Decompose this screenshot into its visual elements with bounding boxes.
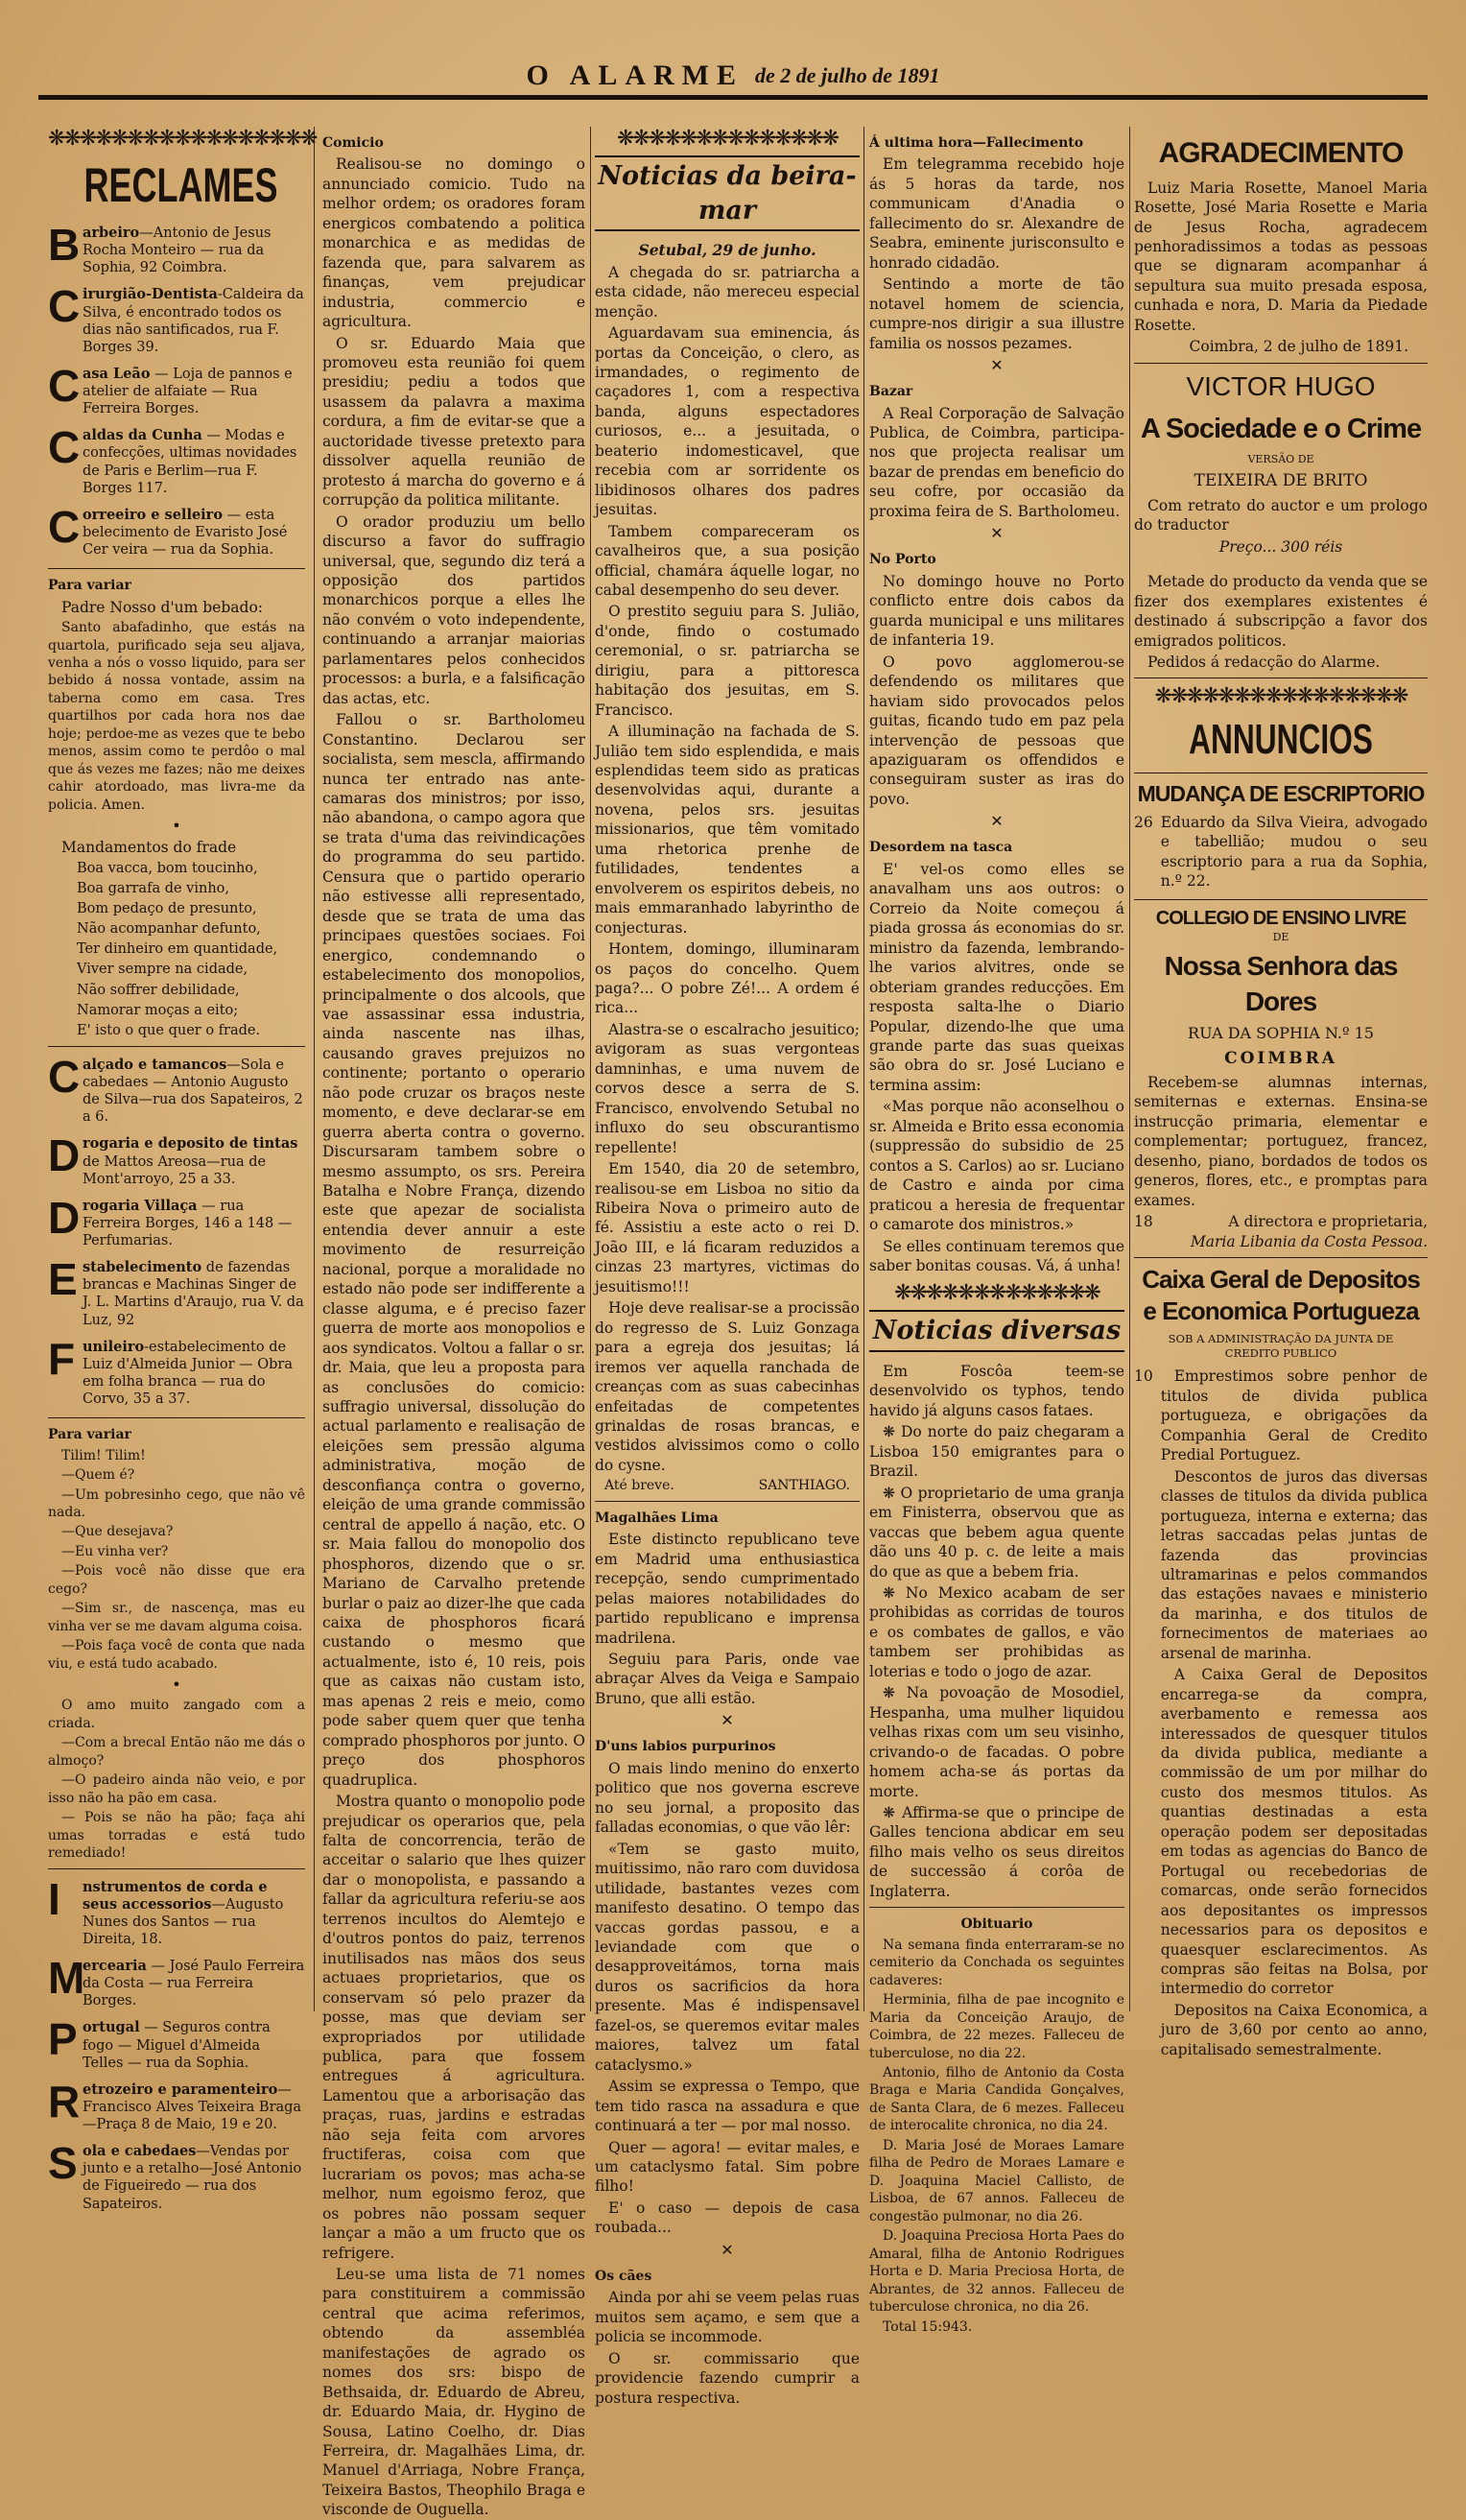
ad-number: 10 [1134,1367,1153,1386]
mudanca-title: MUDANÇA DE ESCRIPTORIO [1137,781,1425,807]
paragraph: O orador produziu um bello discurso a favor do suffragio universal, que, segundo diz terá a opposição dos partidos monarchicos porque a elles lhe não convém o voto independente, continuando a arranjar maiorias parlamentares pelos conhecidos processos: a burla, e a falsificação das actas, etc. [322,512,585,707]
paragraph: ❋ O proprietario de uma granja em Finisterra, observou que as vaccas que bebem agua quente dão uns 40 p. c. de leite a mais do que as que a bebem fria. [869,1484,1124,1581]
paragraph: D. Maria José de Moraes Lamare filha de Pedro de Moraes Lamare e D. Joaquina Maciel Callisto, de Lisboa, de 67 annos. Falleceu de congestão pulmonar, no dia 26. [869,2137,1124,2224]
paragraph: Alastra-se o escalracho jesuitico; avigoram as suas vergonteas damninhas, e uma nuvem de corvos desce a serra de S. Francisco, envolvendo Setubal no influxo do seu obscurantismo repellente! [595,1020,860,1156]
verse-line: Namorar moças a eito; [77,1002,239,1018]
paragraph: Em telegramma recebido hoje ás 5 horas da tarde, nos communicam d'Anadia o fallecimento do sr. Alexandre de Seabra, eminente jurisconsulto e honrado cidadão. [869,155,1124,272]
ad-initial: C [48,360,81,411]
padre-nosso-text: Santo abafadinho, que estás na quartola, purificado seja seu aljava, venha a nós o vosso liquido, para ser bebido á nossa vontade, assim na taberna como em casa. Tres quartilhos por cada hora nos dae hoje; perdoe-me as vezes que te bebo menos, assim como te perdôo o mal que ás vezes me fazes; não me deixes cahir atordoado, mas livra-me da policia. Amen. [48,620,305,813]
verse-line: Não soffrer debilidade, [77,982,240,998]
paragraph: Tambem compareceram os cavalheiros que, a sua posição official, chamára áquelle logar, no cabal desempenho do seu dever. [595,522,860,599]
paragraph: Ainda por ahi se veem pelas ruas muitos sem açamo, e sem que a policia se incommode. [595,2289,860,2346]
paragraph: Quer — agora! — evitar males, e um cataclysmo fatal. Sim pobre filho! [595,2138,860,2196]
caes-heading: Os cães [595,2268,652,2284]
ad-text: -Caldeira da Silva, é encontrado todos os dias não santificados, rua F. Borges 39. [83,287,304,355]
joke-line: —O padeiro ainda não veio, e por isso não ha pão em casa. [48,1772,305,1806]
dateline: Setubal, 29 de junho. [638,241,816,260]
verse-line: E' isto o que quer o frade. [77,1022,261,1038]
verse-line: Viver sempre na cidade, [77,962,248,978]
collegio-title: COLLEGIO DE ENSINO LIVRE [1155,907,1407,929]
ad-head: alçado e tamancos [83,1056,227,1073]
reclame-ad [48,501,305,559]
paragraph: Em Foscôa teem-se desenvolvido os typhos, tendo havido já alguns casos fataes. [869,1363,1124,1419]
padre-nosso-title: Padre Nosso d'um bebado: [61,598,263,616]
ornament-stars: ❋❋❋❋❋❋❋❋❋❋❋❋❋❋ [616,127,839,151]
joke-line: Tilim! Tilim! [61,1447,146,1463]
paragraph: Hontem, domingo, illuminaram os paços do concelho. Quem paga?... O pobre Zé!... A ordem é rica... [595,940,860,1017]
reclame-ad [48,220,305,276]
joke-line: —Um pobresinho cego, que não vê nada. [48,1486,305,1521]
paragraph: ❋ No Mexico acabam de ser prohibidas as corridas de touros e os combates de gallos, e vão tambem ser prohibidas as loterias e todo o jogo de azar. [869,1584,1124,1680]
ad-head: ortugal [83,2019,140,2036]
ad-initial: S [48,2138,78,2189]
paragraph: O prestito seguiu para S. Julião, d'onde, findo o costumado ceremonial, o sr. patriarcha se dirigiu, para a pittoresca habitação dos jesuitas, em S. Francisco. [595,603,860,719]
ad-head: arbeiro [83,225,140,241]
ad-head: unileiro [83,1338,145,1355]
mandamentos-title: Mandamentos do frade [61,839,237,857]
paragraph: O sr. commissario que providencie fazendo cumprir a postura respectiva. [595,2349,860,2407]
reclame-ad [48,2138,305,2213]
paragraph: Realisou-se no domingo o annunciado comicio. Tudo na melhor ordem; os oradores foram energicos combatendo a politica monarchica e as medidas de fazenda que, para salvarem as finanças, vem prejudicar industria, commercio e agricultura. [322,155,585,331]
reclame-ad [48,1333,305,1409]
paragraph: E' vel-os como elles se anavalham uns aos outros: o Correio da Noite começou á piada grossa ás economias do sr. ministro da fazenda, lembrando-lhe varios alvitres, onde se obteriam grandes reducções. Em resposta salta-lhe o Diario Popular, dizendo-lhe que uma grande parte das suas queixas são obra do sr. José Luciano e termina assim: [869,860,1124,1094]
ad-text: — Loja de pannos e atelier de alfaiate — Rua Ferreira Borges. [83,366,293,417]
joke-line: —Que desejava? [61,1524,174,1540]
column-rule [590,127,591,2011]
retrato-text: Com retrato do auctor e um prologo do traductor [1134,496,1428,535]
column-annuncios [1134,127,1428,2058]
ad-text: — Modas e confecções, ultimas novidades de Paris e Berlim—rua F. Borges 117. [83,428,297,496]
ad-text: —Sola e cabedaes — Antonio Augusto de Silva—rua dos Sapateiros, 2 a 6. [83,1057,303,1126]
paragraph: Fallou o sr. Bartholomeu Constantino. Declarou ser socialista, sem mescla, affirmando nunca ter entrado nas ante-camaras dos ministros; por isso, não abandona, o campo agora que se trata d'uma das reivindicações do programma do seu partido. Censura que o partido operario não estivesse alli representado, desde que se trata de uma das principaes questões sociaes. Foi energico, condemnando o estabelecimento dos monopolios, principalmente o dos alcools, que vae assassinar essa industria, ainda nascente nas ilhas, causando graves prejuizos no continente; portanto o operario não pode cruzar os braços neste momento, e deve declarar-se em guerra aberta contra o governo. Discursaram tambem sobre o mesmo assumpto, os srs. Pereira Batalha e Nobre França, dizendo este que apezar de socialista entendia dever annuir a este movimento de resurreição nacional, porque a moralidade no estado não pode ser indifferente a classe alguma, e é preciso fazer guerra de morte aos monopolios e aos syndicatos. Voltou a fallar o sr. dr. Maia, que leu a proposta para as conclusões do comicio: suffragio universal, dissolução do actual parlamento e realisação de eleições sem pressão alguma administrativa, moção de desconfiança contra o governo, eleição de uma grande commissão central de appello á nação, etc. O sr. Maia fallou do monopolio dos phosphoros, dizendo que o sr. Mariano de Carvalho pretende burlar o paiz ao dizer-lhe que cada caixa de phosphoros ficará custando o mesmo que actualmente, isto é, 10 reis, pois que as caixas não custam isto, mas apenas 2 reis e meio, como pode saber quem quer que tenha comprado phosphoros por junto. O preço dos phosphoros quadruplica. [322,711,585,1789]
ad-initial: P [48,2014,78,2065]
joke-line: — Pois se não ha pão; faça ahi umas torradas e está tudo remediado! [48,1810,305,1862]
joke-line: O amo muito zangado com a criada. [48,1698,305,1731]
column-noticias: Á ultima hora—Fallecimento Em telegramma recebido hoje ás 5 horas da tarde, nos communicam d'Anadia o fallecimento do sr. Alexandre de Seabra, eminente jurisconsulto e honrado cidadão. Sentindo a morte de tão notavel homem de sciencia, cumpre-nos dirigir a sua illustre familia os nossos pezames. ✕ Bazar A Real Corporação de Salvação Publica, de Coimbra, participa-nos que projecta realisar um bazar de prendas em beneficio do seu cofre, por occasião da proxima feira de S. Bartholomeu. ✕ No Porto No domingo houve no Porto conflicto entre dois cabos da guarda municipal e uns militares de infanteria 19. O povo agglomerou-se defendendo os militares que haviam sido provocados pelos guitas, ficando tudo em paz pela intervenção de pessoas que apaziguaram os offendidos e conseguiram suster as iras do povo. ✕ Desordem na tasca E' vel-os como elles se anavalham uns aos outros: o Correio da Noite começou á piada grossa ás economias do sr. ministro da fazenda, lembrando-lhe varios alvitres, onde se obteriam grandes reducções. Em resposta salta-lhe o Diario Popular, dizendo-lhe que uma grande parte das suas queixas são obra do sr. José Luciano e termina assim: «Mas porque não aconselhou o sr. Almeida e Brito essa economia (suppressão do subsidio de 25 contos a S. Carlos) ao sr. Luciano de Castro e ainda por cima praticou a heresia de frequentar o camarote dos ministros.» Se elles continuam teremos que saber bonitas cousas. Vá, á unha! ❋❋❋❋❋❋❋❋❋❋❋❋❋ Noticias diversas Em Foscôa teem-se desenvolvido os typhos, tendo havido já alguns casos fataes. ❋ Do norte do paiz chegaram a Lisboa 150 emigrantes para o Brazil. ❋ O proprietario de uma granja em Finisterra, observou que as vaccas que bebem agua quente dão uns 40 p. c. de leite a mais do que as que a bebem fria. ❋ No Mexico acabam de ser prohibidas as corridas de touros e os combates de gallos, e vão tambem ser prohibidas as loterias e todo o jogo de azar. ❋ Na povoação de Mosodiel, Hespanha, uma mulher liquidou velhas rixas com um seu visinho, crivando-o de facadas. O pobre homem acha-se ás portas da morte. ❋ Affirma-se que o principe de Galles tenciona abdicar em seu filho mais velho os seus direitos de successão á corôa de Inglaterra. Obituario Na semana finda enterraram-se no cemiterio da Conchada os seguintes cadaveres: Herminia, filha de pae incognito e Maria da Conceição Araujo, de Coimbra, de 22 mezes. Falleceu de tuberculose, no dia 22. Antonio, filho de Antonio da Costa Braga e Maria Candida Gonçalves, de Santa Clara, de 6 mezes. Falleceu de interocalite chronica, no dia 24. D. Maria José de Moraes Lamare filha de Pedro de Moraes Lamare e D. Joaquina Maciel Callisto, de Lisboa, de 67 annos. Falleceu de congestão pulmonar, no dia 26. D. Joaquina Preciosa Horta Paes do Amaral, filha de Antonio Rodrigues Horta e D. Maria Preciosa Horta, de Abrantes, de 32 annos. Falleceu de tuberculose chronica, no dia 26. Total 15:943. [869,135,1124,2335]
paragraph: O povo agglomerou-se defendendo os militares que haviam sido provocados pelos guitas, ficando tudo em paz pela intervenção de pessoas que apaziguaram os offendidos e conseguiram suster as iras do povo. [869,653,1124,808]
ad-head: orreeiro e selleiro [83,506,223,523]
tasca-heading: Desordem na tasca [869,840,1013,856]
collegio-name: Nossa Senhora das Dores [1164,950,1398,1016]
ad-head: rogaria e deposito de tintas [83,1135,298,1153]
victor-hugo: VICTOR HUGO [1186,370,1376,401]
paragraph: A Caixa Geral de Depositos encarrega-se da compra, averbamento e remessa aos interessados de quesquer titulos da divida publica, mediante a commissão de um por milhar do custo dos mesmos titulos. As quantias destinadas a esta operação podem ser depositadas em todas as agencias do Banco de Portugal ou recebedorias de comarcas, onde serão fornecidos aos depositantes os impressos necessarios para os depositos e quaesquer esclarecimentos. As compras são feitas na Bolsa, por intermedio do corretor [1160,1666,1428,1998]
ad-text: — rua Ferreira Borges, 146 a 148 — Perfumarias. [83,1198,293,1249]
ad-number: 18 [1134,1213,1153,1231]
reclame-ad [48,2076,305,2133]
joke-line: —Pois você não disse que era cego? [48,1563,305,1597]
collegio-rua: RUA DA SOPHIA N.º 15 [1188,1024,1374,1043]
paragraph: «Tem se gasto muito, muitissimo, não raro com duvidosa utilidade, bastantes vezes com manifesto desatino. O tempo das vaccas gordas passou, e a leviandade com que o desapproveitámos, torna mais duros os sacrificios da hora presente. Mas é indispensavel fazel-os, se queremos evitar males maiores, talvez um fatal cataclysmo.» [595,1840,860,2074]
verse-line: Boa vacca, bom toucinho, [77,860,258,876]
reclame-ad [48,1254,305,1329]
reclame-ad [48,281,305,356]
ad-initial: E [48,1254,78,1305]
ad-text: — José Paulo Ferreira da Costa — rua Ferreira Borges. [83,1959,305,2009]
paragraph: Mostra quanto o monopolio pode prejudicar os operarios que, pela falta de concorrencia, terão de acceitar o salario que lhes quizer dar o monopolista, e passando a fallar da agricultura referiu-se aos terrenos incultos do Alemtejo e d'outros pontos do paiz, terrenos inutilisados nas mãos dos seus actuaes proprietarios, que os conservam só pelo prazer da posse, mas que deviam ser expropriados por utilidade publica, para que fossem entregues á agricultura. Lamentou que a arborisação das praças, ruas, jardins e estradas não seja feita com arvores fructiferas, coisa com que lucrariam os povos; mas acha-se melhor, num egoismo feroz, que os pobres não possam sequer lançar a mão a um fructo que os refrigere. [322,1793,585,2262]
magalhaes-heading: Magalhães Lima [595,1510,719,1526]
ad-initial: D [48,1130,81,1181]
ad-head: ola e cabedaes [83,2143,197,2160]
reclame-ad [48,2014,305,2071]
paragraph: Em 1540, dia 20 de setembro, realisou-se em Lisboa no sitio da Ribeira Nova o primeiro auto de fé. Assistiu a este acto o rei D. João III, e lá ficaram reduzidos a cinzas 23 martyres, victimas do jesuitismo!!! [595,1160,860,1296]
agradecimento-sign: Coimbra, 2 de julho de 1891. [1189,338,1408,356]
obituario-heading: Obituario [960,1916,1033,1933]
column-rule [1129,127,1130,2011]
column-comicio [322,127,585,2519]
paragraph: Depositos na Caixa Economica, a juro de 3,60 por cento ao anno, capitalisado semestralmente. [1160,2001,1428,2058]
joke-line: —Quem é? [61,1467,135,1484]
ad-initial: M [48,1953,85,2004]
ad-head: ercearia [83,1958,147,1975]
annuncios-title: ANNUNCIOS [1189,716,1373,764]
metade-text: Metade do producto da venda que se fizer dos exemplares existentes é destinado á subscripção a favor dos emigrados politicos. [1134,573,1428,650]
paragraph: Assim se expressa o Tempo, que tem tido rasca na assadura e que continuará a ter — por mal nosso. [595,2078,860,2135]
joke-line: —Sim sr., de nascença, mas eu vinha ver se me davam alguma coisa. [48,1601,305,1634]
paragraph: Antonio, filho de Antonio da Costa Braga e Maria Candida Gonçalves, de Santa Clara, de 6 mezes. Falleceu de interocalite chronica, no dia 24. [869,2065,1124,2134]
paragraph: Descontos de juros das diversas classes de titulos da divida publica portugueza, interna e externa; das letras saccadas pelas juntas de fazenda das provincias ultramarinas e pelos commandos das estações navaes e ministerio da marinha, e dos titulos de fornecimentos de materiaes ao arsenal de marinha. [1160,1467,1428,1662]
ad-initial: C [48,422,81,473]
comicio-heading: Comicio [322,135,384,151]
ad-head: asa Leão [83,365,151,382]
ad-head: irurgião-Dentista [83,286,218,303]
paragraph: Aguardavam sua eminencia, ás portas da Conceição, o clero, as irmandades, o regimento de caçadores 1, com a respectiva banda, alguns espectadores curiosos, e... a jesuitada, o beaterio indomesticavel, que recebia com ar sorridente os libidinosos olhares dos padres jesuitas. [595,324,860,519]
paragraph: ❋ Na povoação de Mosodiel, Hespanha, uma mulher liquidou velhas rixas com um seu visinho, crivando-o de facadas. O pobre homem acha-se ás portas da morte. [869,1684,1124,1800]
reclame-ad [48,1192,305,1249]
ornament-stars: ❋❋❋❋❋❋❋❋❋❋❋❋❋❋❋❋ [1154,684,1407,709]
ad-initial: C [48,281,81,332]
paragraph: Este distincto republicano teve em Madrid uma enthusiastica recepção, sendo cumprimentado pelas maiores notabilidades do partido republicano e imprensa madrilena. [595,1531,860,1647]
paragraph: A chegada do sr. patriarcha a esta cidade, não mereceu especial menção. [595,263,860,321]
paragraph: Hoje deve realisar-se a procissão do regresso de S. Luiz Gonzaga para a egreja dos jesuitas; lá iremos ver aquella ranchada de creanças com as suas cabecinhas enfeitadas de competentes grinaldas de rosas brancas, e vestidos alvissimos como o collo do cysne. [595,1299,860,1474]
para-variar-heading-2: Para variar [48,1427,131,1443]
ad-head: rogaria Villaça [83,1197,198,1214]
reclame-ad [48,422,305,497]
collegio-city: COIMBRA [1224,1048,1337,1068]
collegio-sign2: Maria Libania da Costa Pessoa. [1190,1232,1428,1250]
ad-head: stabelecimento [83,1259,202,1276]
masthead-title: O ALARME [526,59,744,91]
collegio-de: DE [1272,931,1289,944]
ultima-hora-heading: Á ultima hora—Fallecimento [869,135,1084,151]
joke-line: —Pois faça você de conta que nada viu, e está tudo acabado. [48,1638,305,1672]
verse-line: Ter dinheiro em quantidade, [77,941,278,958]
paragraph: Seguiu para Paris, onde vae abraçar Alves da Veiga e Sampaio Bruno, que alli estão. [595,1651,860,1707]
ad-initial: D [48,1192,81,1243]
ad-text: —Vendas por junto e a retalho—José Antonio de Figueiredo — rua dos Sapateiros. [83,2144,302,2212]
preco: Preço... 300 réis [1218,537,1343,556]
sociedade-crime: A Sociedade e o Crime [1140,413,1422,444]
collegio-text: Recebem-se alumnas internas, semiternas e externas. Ensina-se instrucção primaria, elementar e complementar; portuguez, francez, desenho, piano, bordados de todos os generos, flores, etc., e promptas para exames. [1134,1074,1428,1209]
ad-text: —Antonio de Jesus Rocha Monteiro — rua da Sophia, 92 Coimbra. [83,226,272,276]
ad-text: de fazendas brancas e Machinas Singer de J. L. Martins d'Araujo, rua V. da Luz, 92 [83,1260,304,1328]
ad-text: —Francisco Alves Teixeira Braga—Praça 8 de Maio, 19 e 20. [83,2081,302,2133]
ad-head: nstrumentos de corda e seus accessorios [83,1878,268,1913]
paragraph: «Mas porque não aconselhou o sr. Almeida e Brito essa economia (suppressão do subsidio de 25 contos a S. Carlos) ao sr. Luciano de Castro e ainda por cima praticou a heresia de frequentar o camarote dos ministros.» [869,1098,1124,1234]
ad-initial: R [48,2076,81,2127]
sign-off: Até breve. [604,1478,674,1494]
agradecimento-title: AGRADECIMENTO [1158,137,1404,169]
labios-heading: D'uns labios purpurinos [595,1739,776,1755]
reclame-ad [48,1873,305,1949]
paragraph: O sr. Eduardo Maia que promoveu esta reunião foi quem presidiu; pediu a todos que usassem da palavra a maxima cordura, a fim de evitar-se que a auctoridade tivesse pretexto para dissolver aquella reunião de protesto á marcha do governo e á corrupção da politica militante. [322,334,585,510]
column-reclames: ❋❋❋❋❋❋❋❋❋❋❋❋❋❋❋❋❋ RECLAMES B arbeiro—Antonio de Jesus Rocha Monteiro — rua da Sophia, 92 Coimbra. C irurgião-Dentista-Caldeira da Silva, é encontrado todos os dias não santificados, rua F. Borges 39. C asa Leão — Loja de pannos e atelier de alfaiate — Rua Ferreira Borges. C aldas da Cunha — Modas e confecções, ultimas novidades de Paris e Berlim—rua F. Borges 117. C orreeiro e selleiro — esta belecimento de Evaristo José Cer veira — rua da Sophia. Para variar Padre Nosso d'um bebado: Santo abafadinho, que estás na quartola, purificado seja seu aljava, venha a nós o vosso liquido, para ser bebido á nossa vontade, assim na taberna como em casa. Tres quartilhos por cada hora nos dae hoje; perdoe-me as vezes que te bebo menos, assim como te perdôo o mal que ás vezes me fazes; não me deixes cahir atordoado, mas livra-me da policia. Amen. • Mandamentos do frade Boa vacca, bom toucinho, Boa garrafa de vinho, Bom pedaço de presunto, Não acompanhar defunto, Ter dinheiro em quantidade, Viver sempre na cidade, Não soffrer debilidade, Namorar moças a eito; E' isto o que quer o frade. C alçado e tamancos—Sola e cabedaes — Antonio Augusto de Silva—rua dos Sapateiros, 2 a 6. D rogaria e deposito de tintas de Mattos Areosa—rua de Mont'arroyo, 25 a 33. D rogaria Villaça — rua Ferreira Borges, 146 a 148 — Perfumarias. E stabelecimento de fazendas brancas e Machinas Singer de J. L. Martins d'Araujo, rua V. da Luz, 92 F unileiro-estabelecimento de Luiz d'Almeida Junior — Obra em folha branca — rua do Corvo, 35 a 37. Para variar Tilim! Tilim! —Quem é? —Um pobresinho cego, que não vê nada. —Que desejava? —Eu vinha ver? —Pois você não disse que era cego? —Sim sr., de nascença, mas eu vinha ver se me davam alguma coisa. —Pois faça você de conta que nada viu, e está tudo acabado. • O amo muito zangado com a criada. —Com a brecal Então não me dás o almoço? —O padeiro ainda não veio, e por isso não ha pão em casa. — Pois se não ha pão; faça ahi umas torradas e está tudo remediado! I nstrumentos de corda e seus accessorios—Augusto Nunes dos Santos — rua Direita, 18. M ercearia — José Paulo Ferreira da Costa — rua Ferreira Borges. P ortugal — Seguros contra fogo — Miguel d'Almeida Telles — rua da Sophia. R etrozeiro e paramenteiro—Francisco Alves Teixeira Braga—Praça 8 de Maio, 19 e 20. S ola e cabedaes—Vendas por junto e a retalho—José Antonio de Figueiredo — rua dos Sapateiros. [48,127,317,2212]
paragraph: Sentindo a morte de tão notavel homem de sciencia, cumpre-nos dirigir a sua illustre familia os nossos pezames. [869,275,1124,352]
pedidos-text: Pedidos á redacção do Alarme. [1147,654,1381,672]
ad-head: aldas da Cunha [83,427,202,444]
ad-initial: I [48,1873,60,1924]
paragraph: Herminia, filha de pae incognito e Maria da Conceição Araujo, de Coimbra, de 22 mezes. Falleceu de tuberculose, no dia 22. [869,1992,1124,2061]
reclames-title: RECLAMES [83,158,278,212]
teixeira-brito: TEIXEIRA DE BRITO [1194,471,1368,491]
ad-text: — Seguros contra fogo — Miguel d'Almeida Telles — rua da Sophia. [83,2020,271,2071]
versao-de: VERSÃO DE [1247,452,1314,465]
caixa-sub: SOB A ADMINISTRAÇÃO DA JUNTA DE CREDITO PUBLICO [1168,1332,1394,1361]
reclame-ad [48,360,305,417]
noticias-diversas-title: Noticias diversas [869,1310,1124,1352]
author-signature: SANTHIAGO. [758,1478,850,1494]
verse-line: Não acompanhar defunto, [77,921,261,938]
beira-mar-title: Noticias da beira-mar [595,155,860,231]
paragraph: O mais lindo menino do enxerto politico que nos governa escreve no seu jornal, a proposito das falladas economias, o que vão lêr: [595,1759,860,1837]
bazar-text: A Real Corporação de Salvação Publica, de Coimbra, participa-nos que projecta realisar um bazar de prendas em beneficio do seu cofre, por occasião da proxima feira de S. Bartholomeu. [869,404,1124,520]
ad-text: — esta belecimento de Evaristo José Cer veira — rua da Sophia. [83,507,288,558]
ad-initial: C [48,1051,81,1102]
caixa-title: Caixa Geral de Depositos e Economica Portugueza [1142,1265,1420,1325]
collegio-sign1: A directora e proprietaria, [1228,1213,1428,1231]
reclame-ad [48,1051,305,1127]
joke-line: —Com a brecal Então não me dás o almoço? [48,1735,305,1769]
verse-line: Bom pedaço de presunto, [77,901,257,917]
porto-heading: No Porto [869,552,936,568]
reclame-ad [48,1953,305,2009]
ad-text: -estabelecimento de Luiz d'Almeida Junior — Obra em folha branca — rua do Corvo, 35 a 37. [83,1339,293,1408]
ad-text: —Augusto Nunes dos Santos — rua Direita, 18. [83,1896,284,1947]
ad-text: de Mattos Areosa—rua de Mont'arroyo, 25 a 33. [83,1153,267,1187]
paragraph: Na semana finda enterraram-se no cemiterio da Conchada os seguintes cadaveres: [869,1937,1124,1988]
paragraph: Se elles continuam teremos que saber bonitas cousas. Vá, á unha! [869,1237,1124,1274]
ornament-stars: ❋❋❋❋❋❋❋❋❋❋❋❋❋ [894,1281,1100,1306]
paragraph: A illuminação na fachada de S. Julião tem sido esplendida, e mais esplendidas teem sido as praticas desenvolvidas aqui, durante a novena, pelos srs. jesuitas missionarios, que têm vomitado uma rhetorica prenhe de futilidades, tendentes a envolverem os espiritos debeis, no mais emmaranhado labyrintho de conjecturas. [595,723,860,937]
paragraph: Leu-se uma lista de 71 nomes para constituirem a commissão central que acima referimos, obtendo da assembléa manifestações de agrado os nomes dos srs: bispo de Bethsaida, dr. Eduardo de Abreu, dr. Eduardo Maia, dr. Hygino de Sousa, Latino Coelho, dr. Dias Ferreira, dr. Magalhães Lima, dr. Manuel d'Arriaga, Nobre França, Teixeira Bastos, Theophilo Braga e visconde de Ouguella. [322,2265,585,2519]
ad-initial: B [48,220,81,270]
reclame-ad [48,1130,305,1187]
paragraph: Total 15:943. [883,2318,973,2335]
ad-initial: C [48,501,81,552]
verse-line: Boa garrafa de vinho, [77,880,230,896]
ad-number: 26 [1134,813,1153,831]
paragraph: E' o caso — depois de casa roubada... [595,2199,860,2237]
ad-initial: F [48,1333,76,1384]
ad-head: etrozeiro e paramenteiro [83,2080,278,2098]
agradecimento-text: Luiz Maria Rosette, Manoel Maria Rosette, José Maria Rosette e Maria de Jesus Rocha, agradecem penhoradissimos a todas as pessoas que se dignaram acompanhar á sepultura sua muito presada esposa, cunhada e nora, D. Maria da Piedade Rosette. [1134,178,1428,334]
column-beira-mar: ❋❋❋❋❋❋❋❋❋❋❋❋❋❋ Noticias da beira-mar Setubal, 29 de junho. A chegada do sr. patriarcha a esta cidade, não mereceu especial menção. Aguardavam sua eminencia, ás portas da Conceição, o clero, as irmandades, o regimento de caçadores 1, com a respectiva banda, alguns espectadores curiosos, e... a jesuitada, o beaterio indomesticavel, que recebia com ar sorridente os libidinosos olhares dos padres jesuitas. Tambem compareceram os cavalheiros que, a sua posição official, chamára áquelle logar, no cabal desempenho do seu dever. O prestito seguiu para S. Julião, d'onde, findo o costumado ceremonial, o sr. patriarcha se dirigiu, para a pittoresca habitação dos jesuitas, em S. Francisco. A illuminação na fachada de S. Julião tem sido esplendida, e mais esplendidas teem sido as praticas desenvolvidas aqui, durante a novena, pelos srs. jesuitas missionarios, que têm vomitado uma rhetorica prenhe de futilidades, tendentes a envolverem os espiritos debeis, no mais emmaranhado labyrintho de conjecturas. Hontem, domingo, illuminaram os paços do concelho. Quem paga?... O pobre Zé!... A ordem é rica... Alastra-se o escalracho jesuitico; avigoram as suas vergonteas damninhas, e uma nuvem de corvos desce a serra de S. Francisco, envolvendo Setubal no influxo do seu obscurantismo repellente! Em 1540, dia 20 de setembro, realisou-se em Lisboa no sitio da Ribeira Nova o primeiro auto de fé. Assistiu a este acto o rei D. João III, e lá ficaram reduzidos a cinzas 23 martyres, victimas do jesuitismo!!! Hoje deve realisar-se a procissão do regresso de S. Luiz Gonzaga para a egreja dos jesuitas; lá iremos ver aquella ranchada de creanças com as suas cabecinhas enfeitadas de competentes grinaldas de rosas brancas, e vestidos alvissimos como o collo do cysne. Até breve. SANTHIAGO. Magalhães Lima Este distincto republicano teve em Madrid uma enthusiastica recepção, sendo cumprimentado pelas maiores notabilidades do partido republicano e imprensa madrilena. Seguiu para Paris, onde vae abraçar Alves da Veiga e Sampaio Bruno, que alli estão. ✕ D'uns labios purpurinos O mais lindo menino do enxerto politico que nos governa escreve no seu jornal, a proposito das falladas economias, o que vão lêr: «Tem se gasto muito, muitissimo, não raro com duvidosa utilidade, bastantes vezes com manifesto desatino. O tempo das vaccas gordas passou, e a leviandade com que o desapproveitámos, torna mais duros os sacrificios da hora presente. Mas é indispensavel fazel-os, se queremos evitar males maiores, talvez um fatal cataclysmo.» Assim se expressa o Tempo, que tem tido rasca na assadura e que continuará a ter — por mal nosso. Quer — agora! — evitar males, e um cataclysmo fatal. Sim pobre filho! E' o caso — depois de casa roubada... ✕ Os cães Ainda por ahi se veem pelas ruas muitos sem açamo, e sem que a policia se incommode. O sr. commissario que providencie fazendo cumprir a postura respectiva. [595,127,860,2407]
paragraph: ❋ Do norte do paiz chegaram a Lisboa 150 emigrantes para o Brazil. [869,1423,1124,1481]
column-rule [863,127,864,2011]
bazar-heading: Bazar [869,384,913,400]
paragraph: D. Joaquina Preciosa Horta Paes do Amaral, filha de Antonio Rodrigues Horta e D. Maria Preciosa Horta, de Abrantes, de 32 annos. Falleceu de tuberculose chronica, no dia 26. [869,2228,1124,2316]
ornament-stars: ❋❋❋❋❋❋❋❋❋❋❋❋❋❋❋❋❋ [48,127,317,151]
mudanca-text: Eduardo da Silva Vieira, advogado e tabellião; mudou o seu escriptorio para a rua da Sophia, n.º 22. [1160,813,1428,891]
paragraph: No domingo houve no Porto conflicto entre dois cabos da guarda municipal e uns militares de infanteria 19. [869,572,1124,650]
column-rule [314,127,315,2011]
para-variar-heading: Para variar [48,578,131,594]
paragraph: ❋ Affirma-se que o principe de Galles tenciona abdicar em seu filho mais velho os seus direitos de successão á corôa de Inglaterra. [869,1804,1124,1900]
masthead-date: de 2 de julho de 1891 [755,62,940,87]
paragraph: Emprestimos sobre penhor de titulos de divida publica portugueza, e obrigações da Companhia Geral de Credito Predial Portuguez. [1160,1367,1428,1464]
masthead [38,56,1428,100]
joke-line: —Eu vinha ver? [61,1543,169,1559]
